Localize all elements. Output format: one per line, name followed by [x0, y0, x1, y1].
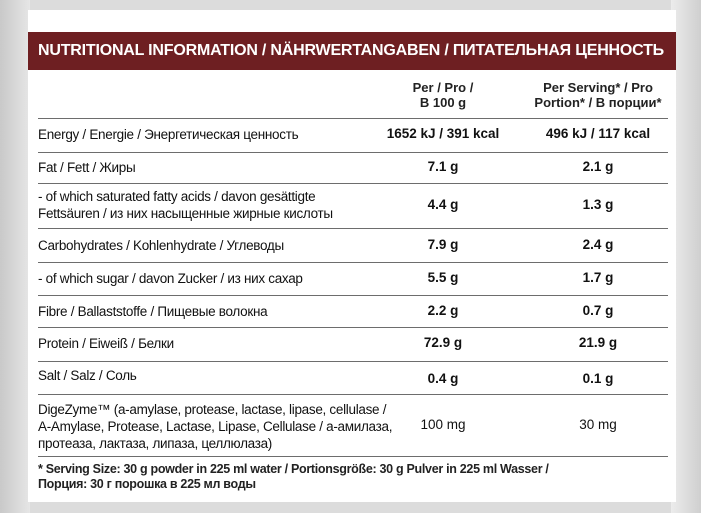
per-100g-header-line: В 100 g: [419, 95, 467, 110]
row-label: [38, 188, 333, 222]
table-row: [38, 152, 668, 184]
table-row: [38, 118, 668, 153]
per-serving-header-line: Per Serving* / Pro: [543, 80, 653, 95]
per-serving-header-line: Portion* / В порции*: [534, 95, 662, 110]
serving-size-footnote: [38, 462, 658, 492]
row-label: - of which sugar / davon Zucker / из них сахар: [38, 271, 303, 286]
per-serving-value: 2.1 g: [582, 159, 614, 174]
per-100g-value: 5.5 g: [427, 270, 459, 285]
per-serving-value: 1.7 g: [582, 270, 614, 285]
row-label: [38, 401, 392, 452]
nutrition-label: [28, 10, 676, 502]
per-100g-value: 7.9 g: [427, 237, 459, 252]
footnote-line: Порция: 30 г порошка в 225 мл воды: [38, 477, 256, 491]
per-serving-value: 0.7 g: [582, 303, 614, 318]
table-row: [38, 262, 668, 296]
per-serving-value: 2.4 g: [582, 237, 614, 252]
footnote-line: * Serving Size: 30 g powder in 225 ml water / Portionsgröße: 30 g Pulver in 225 ml Wasser /: [38, 462, 549, 476]
per-100g-header: [383, 80, 503, 110]
row-label: Protein / Eiweiß / Белки: [38, 336, 174, 351]
table-row: [38, 183, 668, 229]
per-100g-value: 72.9 g: [423, 335, 463, 350]
per-serving-value: 21.9 g: [578, 335, 618, 350]
per-100g-value: 100 mg: [420, 417, 466, 432]
per-serving-value: 1.3 g: [582, 197, 614, 212]
table-row: [38, 228, 668, 263]
per-100g-value: 4.4 g: [427, 197, 459, 212]
per-100g-header-line: Per / Pro /: [412, 80, 474, 95]
row-label: Salt / Salz / Соль: [38, 368, 137, 383]
row-label: Fibre / Ballaststoffe / Пищевые волокна: [38, 304, 268, 319]
row-label-line: Fettsäuren / из них насыщенные жирные кислоты: [38, 206, 333, 221]
per-100g-value: 1652 kJ / 391 kcal: [386, 126, 500, 141]
per-100g-value: 2.2 g: [427, 303, 459, 318]
row-label: Carbohydrates / Kohlenhydrate / Углеводы: [38, 238, 284, 253]
table-row: [38, 327, 668, 362]
table-row: [38, 394, 668, 457]
table-row: [38, 361, 668, 395]
row-label-line: - of which saturated fatty acids / davon gesättigte: [38, 189, 316, 204]
per-100g-value: 7.1 g: [427, 159, 459, 174]
row-label: Fat / Fett / Жиры: [38, 160, 136, 175]
per-serving-value: 496 kJ / 117 kcal: [545, 126, 651, 141]
background-left: [0, 0, 30, 513]
per-serving-value: 0.1 g: [582, 371, 614, 386]
per-100g-value: 0.4 g: [427, 371, 459, 386]
row-label-line: протеаза, лактаза, липаза, целлюлаза): [38, 436, 272, 451]
per-serving-value: 30 mg: [579, 417, 617, 432]
table-header: [38, 78, 668, 119]
row-label-line: DigeZyme™ (a-amylase, protease, lactase, lipase, cellulase /: [38, 402, 387, 417]
row-label: Energy / Energie / Энергетическая ценность: [38, 127, 299, 142]
per-serving-header: [533, 80, 663, 110]
nutrition-title: NUTRITIONAL INFORMATION / NÄHRWERTANGABEN / ПИТАТЕЛЬНАЯ ЦЕННОСТЬ: [28, 32, 676, 70]
table-row: [38, 295, 668, 328]
row-label-line: A-Amylase, Protease, Lactase, Lipase, Cellulase / а-амилаза,: [38, 419, 393, 434]
